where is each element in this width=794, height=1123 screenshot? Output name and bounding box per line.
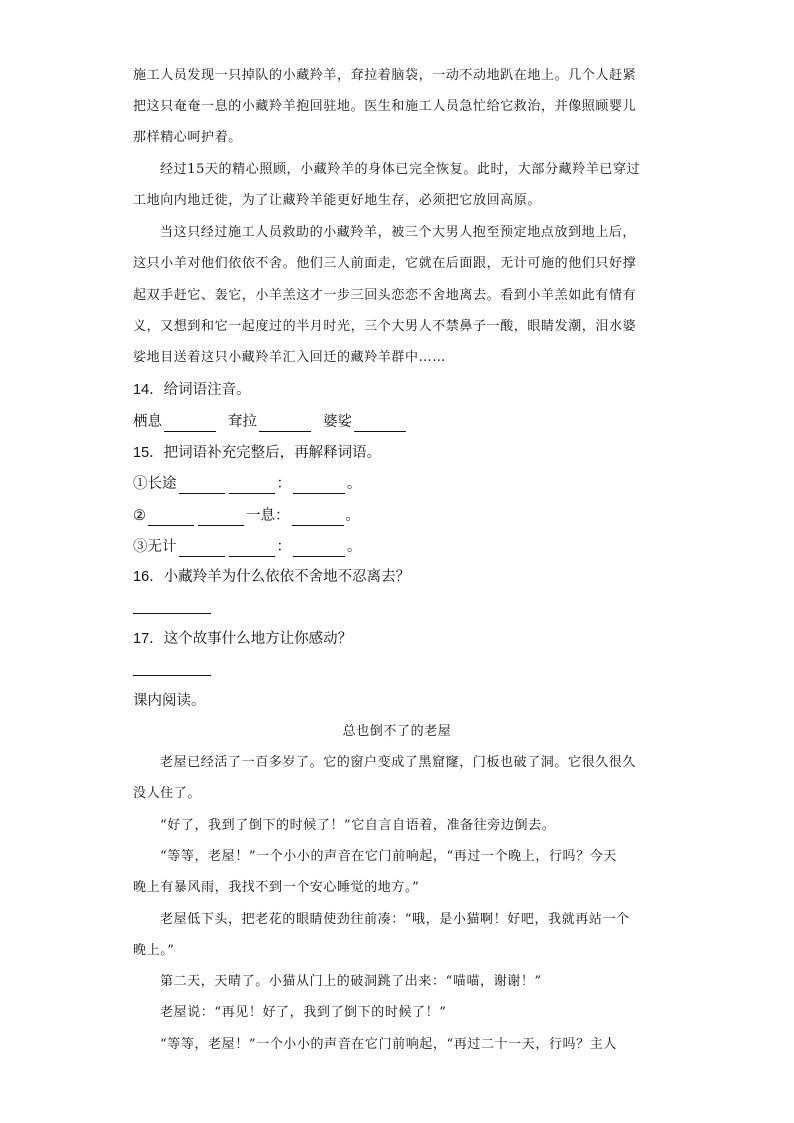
- question-15-item-3: [133, 537, 362, 557]
- answer-line-17[interactable]: [133, 674, 211, 676]
- pinyin-blank-1[interactable]: [164, 417, 216, 432]
- passage1-line-3: 那样精心呵护着。: [133, 130, 242, 145]
- passage1-line-5: 工地向内地迁徙，为了让藏羚羊能更好地生存，必须把它放回高原。: [133, 193, 542, 208]
- passage1-line-6: 当这只经过施工人员救助的小藏羚羊，被三个大男人抱至预定地点放到地上后，: [160, 225, 637, 240]
- fill-blank[interactable]: [198, 511, 244, 526]
- question-15: 15．把词语补充完整后，再解释词语。: [133, 445, 382, 461]
- fill-blank[interactable]: [179, 542, 225, 557]
- question-14-words: [133, 412, 408, 432]
- explain-blank[interactable]: [293, 479, 345, 494]
- pinyin-blank-3[interactable]: [354, 417, 406, 432]
- question-17: 17．这个故事什么地方让你感动？: [133, 631, 353, 647]
- question-15-item-2: [133, 506, 360, 526]
- story-line-8: 第二天，天晴了。小猫从门上的破洞跳了出来：“喵喵，谢谢！”: [160, 974, 542, 989]
- passage1-line-4: 经过15天的精心照顾，小藏羚羊的身体已完全恢复。此时，大部分藏羚羊已穿过: [160, 162, 641, 177]
- passage1-line-1: 施工人员发现一只掉队的小藏羚羊，耷拉着脑袋，一动不动地趴在地上。几个人赶紧: [133, 68, 637, 83]
- passage1-line-8: 起双手赶它、轰它，小羊羔这才一步三回头恋恋不舍地离去。看到小羊羔如此有情有: [133, 288, 637, 303]
- story-line-10: “等等，老屋！”一个小小的声音在它门前响起，“再过二十一天，行吗？主人: [160, 1037, 617, 1052]
- story-line-2: 没人住了。: [133, 786, 202, 801]
- story-line-9: 老屋说：“再见！好了，我到了倒下的时候了！”: [160, 1005, 447, 1020]
- story-line-3: “好了，我到了倒下的时候了！”它自言自语着，准备往旁边倒去。: [160, 818, 556, 833]
- story-line-7: 晚上。”: [133, 943, 175, 958]
- fill-blank[interactable]: [229, 479, 275, 494]
- story-line-5: 晚上有暴风雨，我找不到一个安心睡觉的地方。”: [133, 880, 420, 895]
- fill-blank[interactable]: [229, 542, 275, 557]
- passage1-line-2: 把这只奄奄一息的小藏羚羊抱回驻地。医生和施工人员急忙给它救治，并像照顾婴儿: [133, 99, 637, 114]
- story-title: 总也倒不了的老屋: [342, 724, 452, 739]
- word-3: 婆娑: [323, 414, 353, 430]
- period: 。: [347, 539, 362, 555]
- passage1-line-7: 这只小羊对他们依依不舍。他们三人前面走，它就在后面跟，无计可施的他们只好撑: [133, 256, 637, 271]
- story-line-1: 老屋已经活了一百多岁了。它的窗户变成了黑窟窿，门板也破了洞。它很久很久: [160, 755, 637, 770]
- period: 。: [347, 476, 362, 492]
- item-3-prefix: ③无计: [133, 539, 177, 555]
- word-1: 栖息: [133, 414, 162, 430]
- question-16: 16．小藏羚羊为什么依依不舍地不忍离去？: [133, 569, 411, 585]
- section-heading: 课内阅读。: [133, 693, 206, 709]
- passage1-line-9: 义，又想到和它一起度过的半月时光，三个大男人不禁鼻子一酸，眼睛发潮，泪水婆: [133, 319, 637, 334]
- explain-blank[interactable]: [292, 511, 344, 526]
- question-15-item-1: [133, 474, 362, 494]
- explain-blank[interactable]: [293, 542, 345, 557]
- question-14: 14．给词语注音。: [133, 382, 251, 398]
- fill-blank[interactable]: [179, 479, 225, 494]
- story-line-4: “等等，老屋！”一个小小的声音在它门前响起，“再过一个晚上，行吗？今天: [160, 849, 617, 864]
- pinyin-blank-2[interactable]: [259, 417, 311, 432]
- passage1-line-10: 娑地目送着这只小藏羚羊汇入回迁的藏羚羊群中……: [133, 350, 446, 365]
- item-2-mid: 一息：: [246, 508, 290, 524]
- answer-line-16[interactable]: [133, 612, 211, 614]
- colon: ：: [276, 476, 291, 492]
- item-2-prefix: ②: [133, 508, 146, 524]
- story-line-6: 老屋低下头，把老花的眼睛使劲往前凑：“哦，是小猫啊！好吧，我就再站一个: [160, 912, 630, 927]
- fill-blank[interactable]: [148, 511, 194, 526]
- item-1-prefix: ①长途: [133, 476, 177, 492]
- word-2: 耷拉: [228, 414, 258, 430]
- colon: ：: [276, 539, 291, 555]
- period: 。: [345, 508, 360, 524]
